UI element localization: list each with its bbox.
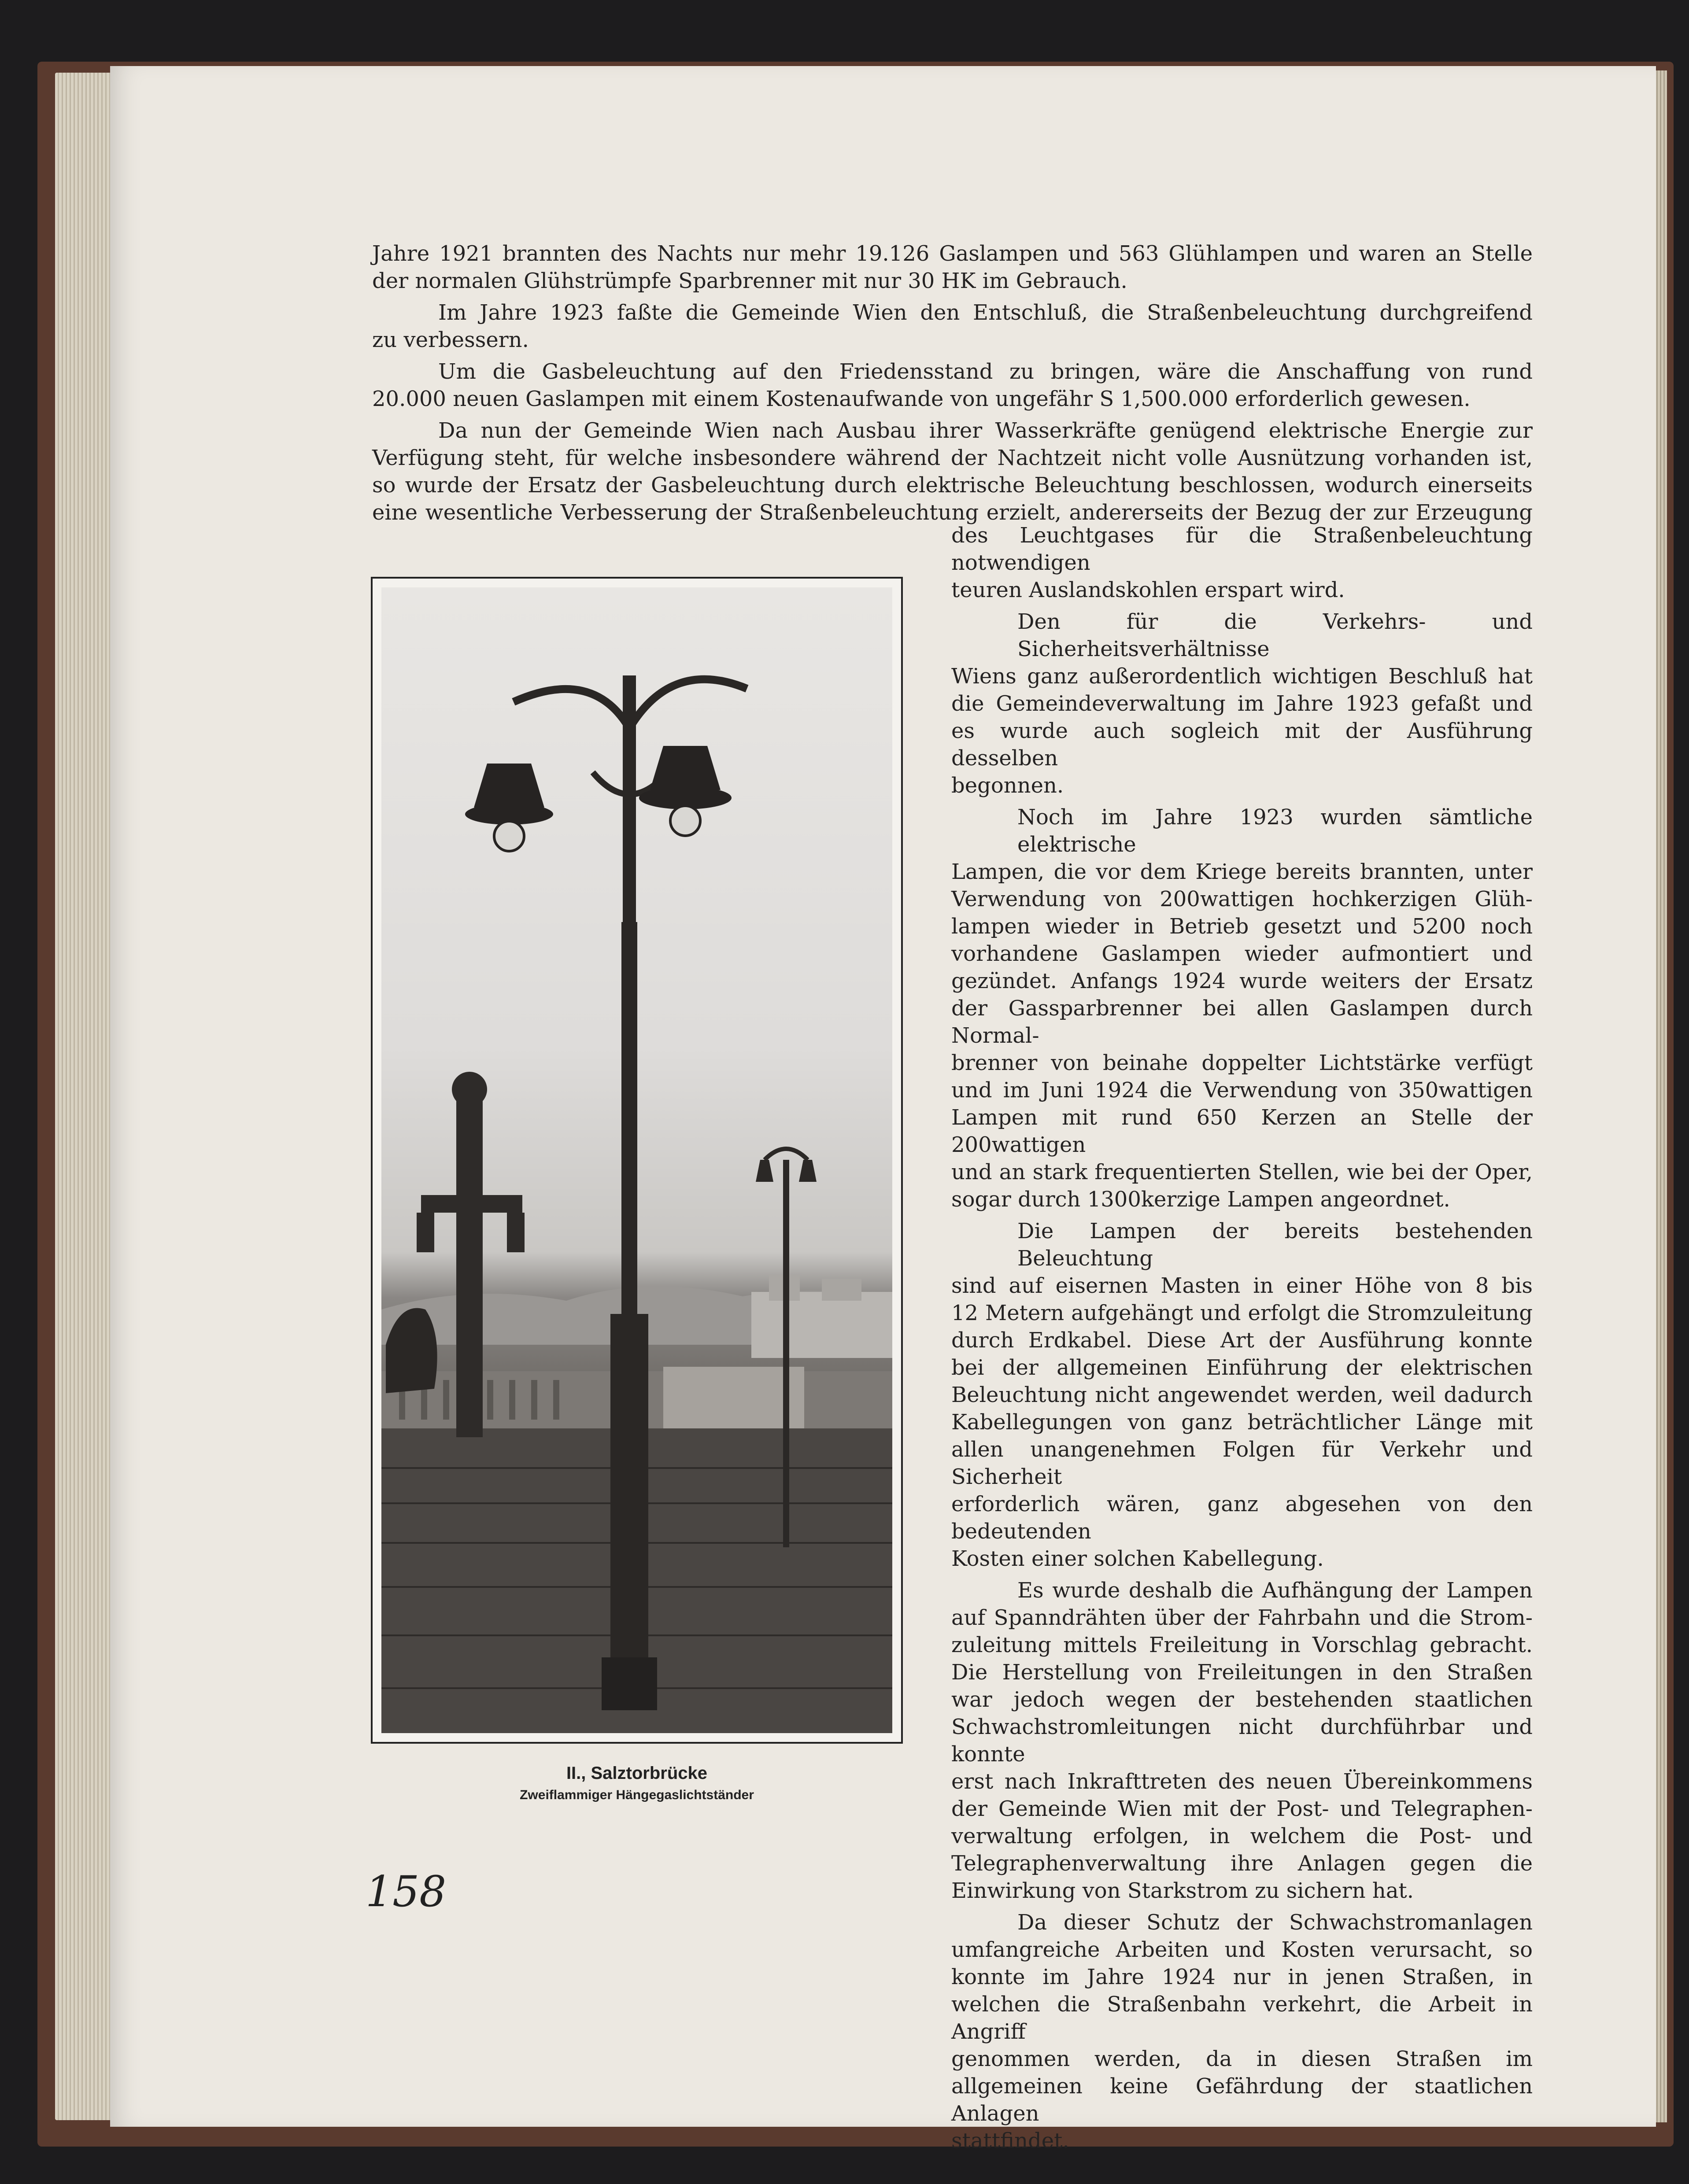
paragraph — [951, 522, 1533, 604]
text-line: Lampen, die vor dem Kriege bereits brannten, unter — [951, 860, 1533, 884]
body-text-full-width — [372, 240, 1533, 526]
text-line: umfangreiche Arbeiten und Kosten verursacht, so — [951, 1937, 1533, 1962]
text-line: allen unangenehmen Folgen für Verkehr und Sicherheit — [951, 1437, 1533, 1489]
text-line: bei der allgemeinen Einführung der elektrischen — [951, 1355, 1533, 1380]
text-line: Die Herstellung von Freileitungen in den Straßen — [951, 1660, 1533, 1685]
text-line: Um die Gasbeleuchtung auf den Friedensstand zu bringen, wäre die Anschaffung von rund — [438, 359, 1533, 384]
text-line: Noch im Jahre 1923 wurden sämtliche elektrische — [1017, 805, 1533, 857]
text-line: und an stark frequentierten Stellen, wie bei der Oper, — [951, 1160, 1533, 1184]
text-line: teuren Auslandskohlen erspart wird. — [951, 578, 1345, 602]
text-line: 20.000 neuen Gaslampen mit einem Kostenaufwande von ungefähr S 1,500.000 erforderlich gewesen. — [372, 387, 1471, 411]
text-line: Da dieser Schutz der Schwachstromanlagen — [1017, 1910, 1533, 1935]
street-lamp-illustration — [381, 587, 892, 1733]
text-line: erst nach Inkrafttreten des neuen Übereinkommens — [951, 1769, 1533, 1794]
page-number: 158 — [366, 1867, 447, 1916]
text-line: allgemeinen keine Gefährdung der staatlichen Anlagen — [951, 2074, 1533, 2126]
body-text-column — [951, 522, 1533, 2154]
photo-street-lamp — [381, 587, 892, 1733]
text-line: konnte im Jahre 1924 nur in jenen Straßen, in — [951, 1965, 1533, 1989]
text-line: 12 Metern aufgehängt und erfolgt die Stromzuleitung — [951, 1301, 1533, 1325]
text-line: verwaltung erfolgen, in welchem die Post- und — [951, 1824, 1533, 1848]
text-line: brenner von beinahe doppelter Lichtstärke verfügt — [951, 1051, 1533, 1075]
text-line: gezündet. Anfangs 1924 wurde weiters der Ersatz — [951, 969, 1533, 993]
text-line: durch Erdkabel. Diese Art der Ausführung konnte — [951, 1328, 1533, 1353]
text-line: war jedoch wegen der bestehenden staatlichen — [951, 1687, 1533, 1712]
text-line: auf Spanndrähten über der Fahrbahn und die Strom- — [951, 1605, 1533, 1630]
text-line: genommen werden, da in diesen Straßen im — [951, 2047, 1533, 2071]
text-line: sogar durch 1300kerzige Lampen angeordnet. — [951, 1187, 1450, 1212]
text-line: Einwirkung von Starkstrom zu sichern hat. — [951, 1878, 1414, 1903]
text-line: lampen wieder in Betrieb gesetzt und 5200 noch — [951, 914, 1533, 939]
text-line: Den für die Verkehrs- und Sicherheitsverhältnisse — [1017, 609, 1533, 661]
text-line: Lampen mit rund 650 Kerzen an Stelle der 200wattigen — [951, 1105, 1533, 1157]
text-line: welchen die Straßenbahn verkehrt, die Arbeit in Angriff — [951, 1992, 1533, 2044]
text-line: Im Jahre 1923 faßte die Gemeinde Wien den Entschluß, die Straßenbeleuchtung durchgreifend — [438, 300, 1533, 325]
text-line: es wurde auch sogleich mit der Ausführung desselben — [951, 719, 1533, 771]
text-line: Beleuchtung nicht angewendet werden, weil dadurch — [951, 1383, 1533, 1407]
text-line: stattfindet. — [951, 2129, 1069, 2153]
text-line: der normalen Glühstrümpfe Sparbrenner mit nur 30 HK im Gebrauch. — [372, 269, 1127, 293]
paragraph — [372, 240, 1533, 295]
text-line: Schwachstromleitungen nicht durchführbar und konnte — [951, 1715, 1533, 1767]
figure-caption-title: II., Salztorbrücke — [566, 1763, 708, 1783]
paragraph — [951, 608, 1533, 799]
paragraph — [951, 804, 1533, 1213]
text-line: Kabellegungen von ganz beträchtlicher Länge mit — [951, 1410, 1533, 1435]
paragraph — [372, 299, 1533, 354]
paragraph — [951, 1577, 1533, 1904]
paragraph — [372, 358, 1533, 413]
text-line: des Leuchtgases für die Straßenbeleuchtung notwendigen — [951, 523, 1533, 575]
text-line: begonnen. — [951, 773, 1064, 798]
text-line: Kosten einer solchen Kabellegung. — [951, 1546, 1324, 1571]
paragraph — [951, 1909, 1533, 2154]
text-line: erforderlich wären, ganz abgesehen von den bedeutenden — [951, 1492, 1533, 1544]
text-line: zuleitung mittels Freileitung in Vorschlag gebracht. — [951, 1633, 1533, 1657]
paragraph — [372, 417, 1533, 526]
text-line: so wurde der Ersatz der Gasbeleuchtung durch elektrische Beleuchtung beschlossen, wodurch einerseits — [372, 473, 1533, 498]
text-line: Verwendung von 200wattigen hochkerzigen Glüh- — [951, 887, 1533, 911]
text-line: der Gemeinde Wien mit der Post- und Telegraphen- — [951, 1797, 1533, 1821]
text-line: vorhandene Gaslampen wieder aufmontiert und — [951, 941, 1533, 966]
text-line: Die Lampen der bereits bestehenden Beleuchtung — [1017, 1219, 1533, 1271]
text-line: sind auf eisernen Masten in einer Höhe von 8 bis — [951, 1273, 1533, 1298]
paragraph — [951, 1217, 1533, 1572]
text-line: Jahre 1921 brannten des Nachts nur mehr 19.126 Gaslampen und 563 Glühlampen und waren an Stelle — [372, 241, 1533, 266]
text-line: Da nun der Gemeinde Wien nach Ausbau ihrer Wasserkräfte genügend elektrische Energie zur — [438, 418, 1533, 443]
figure-caption-subtitle: Zweiflammiger Hängegaslichtständer — [520, 1788, 754, 1802]
text-line: Wiens ganz außerordentlich wichtigen Beschluß hat — [951, 664, 1533, 689]
text-line: zu verbessern. — [372, 328, 529, 352]
text-line: und im Juni 1924 die Verwendung von 350wattigen — [951, 1078, 1533, 1103]
text-line: Verfügung steht, für welche insbesondere während der Nachtzeit nicht volle Ausnützung vorhanden ist, — [372, 446, 1533, 470]
text-line: die Gemeindeverwaltung im Jahre 1923 gefaßt und — [951, 691, 1533, 716]
text-line: der Gassparbrenner bei allen Gaslampen durch Normal- — [951, 996, 1533, 1048]
text-line: Telegraphenverwaltung ihre Anlagen gegen die — [951, 1851, 1533, 1876]
figure-frame — [371, 577, 903, 1744]
text-line: Es wurde deshalb die Aufhängung der Lampen — [1017, 1578, 1533, 1603]
text-line: eine wesentliche Verbesserung der Straßenbeleuchtung erzielt, andererseits der Bezug der zur Erzeugung — [372, 500, 1533, 525]
